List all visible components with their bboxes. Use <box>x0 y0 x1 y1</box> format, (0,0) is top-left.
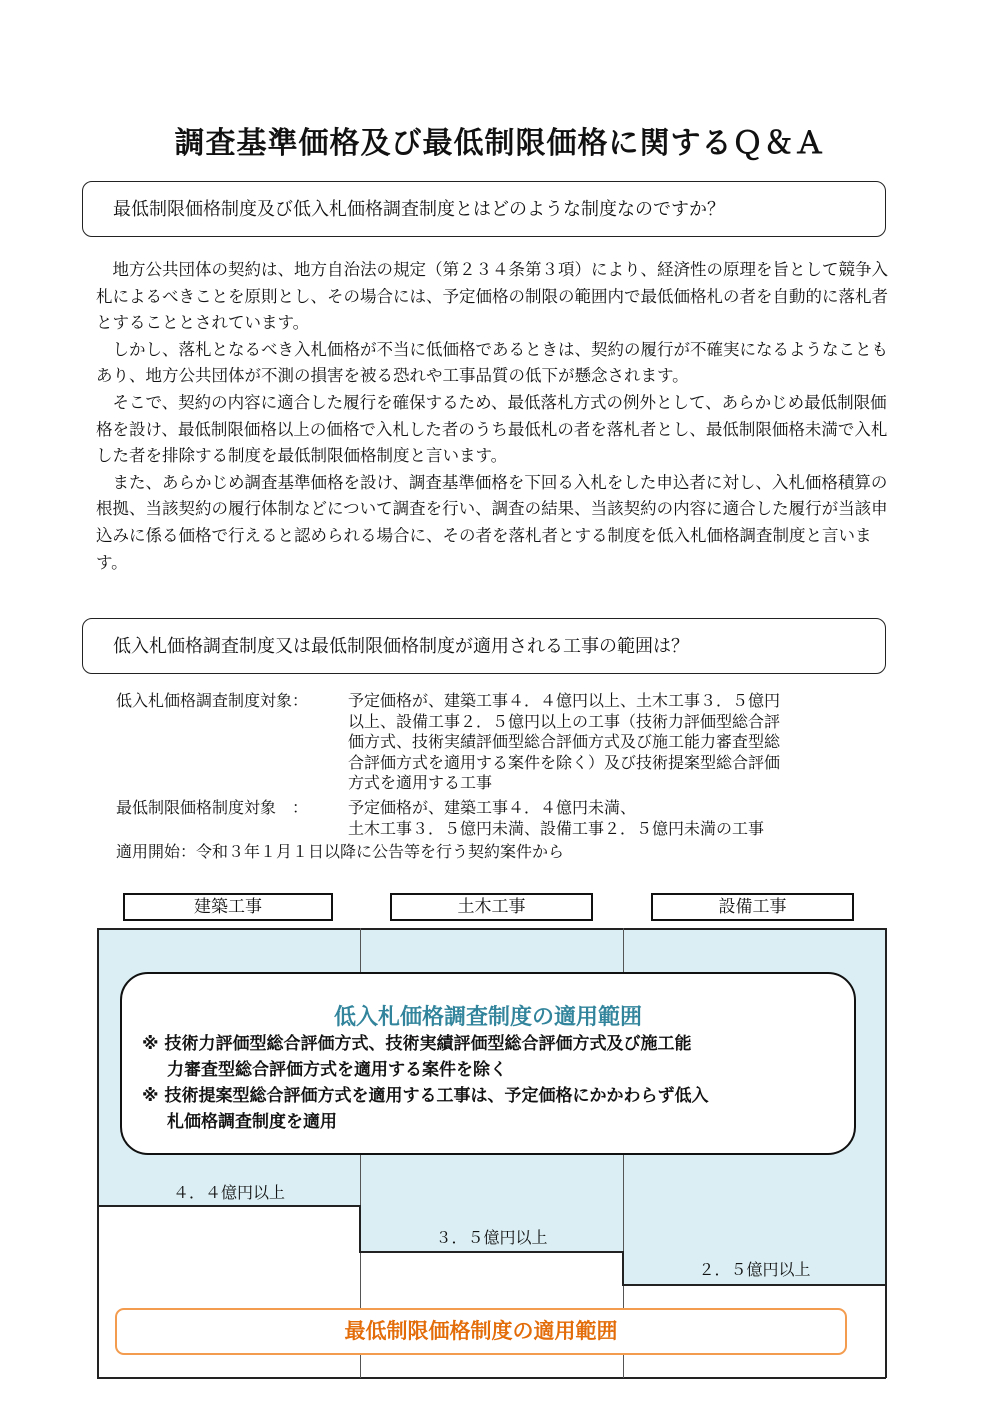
min-scope-line: 土木工事３．５億円未満、設備工事２．５億円未満の工事 <box>348 818 765 838</box>
diagram-border-top <box>97 928 886 930</box>
threshold-building: ４．４億円以上 <box>172 1183 285 1202</box>
answer-1-paragraph: また、あらかじめ調査基準価格を設け、調査基準価格を下回る入札をした申込者に対し、入札価格積算の根拠、当該契約の履行体制などについて調査を行い、調査の結果、当該契約の内容に適合した履行が当該申込みに係る価格で行えると認められる場合に、その者を落札者とする制度を低入札価格調査制度と言います。 <box>96 472 888 572</box>
column-header-equipment: 設備工事 <box>651 893 854 921</box>
threshold-line-equipment <box>622 1284 886 1286</box>
answer-1-paragraph: しかし、落札となるべき入札価格が不当に低価格であるときは、契約の履行が不確実になるようなこともあり、地方公共団体が不測の損害を被る恐れや工事品質の低下が懸念されます。 <box>96 339 888 386</box>
min-scope-label: 最低制限価格制度対象 ： <box>116 798 309 817</box>
diagram-border-left <box>97 928 99 1378</box>
application-start: 適用開始：令和３年１月１日以降に公告等を行う契約案件から <box>116 842 565 861</box>
note-2-line: ※ 技術提案型総合評価方式を適用する工事は、予定価格にかかわらず低入 <box>142 1086 709 1106</box>
lowbid-scope-text <box>348 691 780 794</box>
lowbid-scope-line: 方式を適用する工事 <box>348 773 493 793</box>
question-box-1 <box>82 181 886 237</box>
lowbid-scope-box <box>120 972 856 1155</box>
min-price-scope-title: 最低制限価格制度の適用範囲 <box>344 1319 618 1343</box>
lowbid-scope-line: 予定価格が、建築工事４．４億円以上、土木工事３．５億円 <box>348 691 781 710</box>
note-2-line: 札価格調査制度を適用 <box>167 1112 337 1132</box>
column-header-building: 建築工事 <box>123 893 333 921</box>
lowbid-scope-title: 低入札価格調査制度の適用範囲 <box>333 1005 642 1030</box>
threshold-line-building <box>98 1205 361 1207</box>
min-price-scope-box <box>115 1308 847 1355</box>
note-1-line: ※ 技術力評価型総合評価方式、技術実績評価型総合評価方式及び施工能 <box>142 1034 692 1054</box>
lowbid-scope-line: 合評価方式を適用する案件を除く）及び技術提案型総合評価 <box>348 752 781 772</box>
note-2 <box>142 1083 708 1135</box>
threshold-civil: ３．５億円以上 <box>435 1228 548 1247</box>
diagram-border-bottom <box>97 1377 886 1379</box>
lowbid-scope-line: 価方式、技術実績評価型総合評価方式及び施工能力審査型総 <box>348 732 781 752</box>
min-scope-line: 予定価格が、建築工事４．４億円未満、 <box>348 798 637 817</box>
lowbid-scope-line: 以上、設備工事２．５億円以上の工事（技術力評価型総合評 <box>348 711 781 731</box>
min-scope-text <box>348 798 764 839</box>
column-header-civil: 土木工事 <box>390 893 593 921</box>
question-2-text: 低入札価格調査制度又は最低制限価格制度が適用される工事の範囲は？ <box>113 636 689 657</box>
question-1-text: 最低制限価格制度及び低入札価格調査制度とはどのような制度なのですか？ <box>113 199 725 220</box>
answer-1-paragraph: 地方公共団体の契約は、地方自治法の規定（第２３４条第３項）により、経済性の原理を旨として競争入札によるべきことを原則とし、その場合には、予定価格の制限の範囲内で最低価格札の者を自動的に落札者とすることとされています。 <box>96 260 888 333</box>
diagram-border-right <box>885 928 887 1378</box>
note-1 <box>142 1031 691 1083</box>
question-box-2 <box>82 618 886 674</box>
answer-1 <box>96 257 896 576</box>
page-title: 調査基準価格及び最低制限価格に関するＱ＆Ａ <box>174 126 826 161</box>
threshold-line-civil <box>359 1251 624 1253</box>
answer-1-paragraph: そこで、契約の内容に適合した履行を確保するため、最低落札方式の例外として、あらかじめ最低制限価格を設け、最低制限価格以上の価格で入札した者のうち最低札の者を落札者とし、最低制限価格未満で入札した者を排除する制度を最低制限価格制度と言います。 <box>96 392 888 466</box>
note-1-line: 力審査型総合評価方式を適用する案件を除く <box>167 1060 507 1080</box>
lowbid-scope-label: 低入札価格調査制度対象： <box>116 691 309 710</box>
threshold-equipment: ２．５億円以上 <box>698 1260 811 1279</box>
